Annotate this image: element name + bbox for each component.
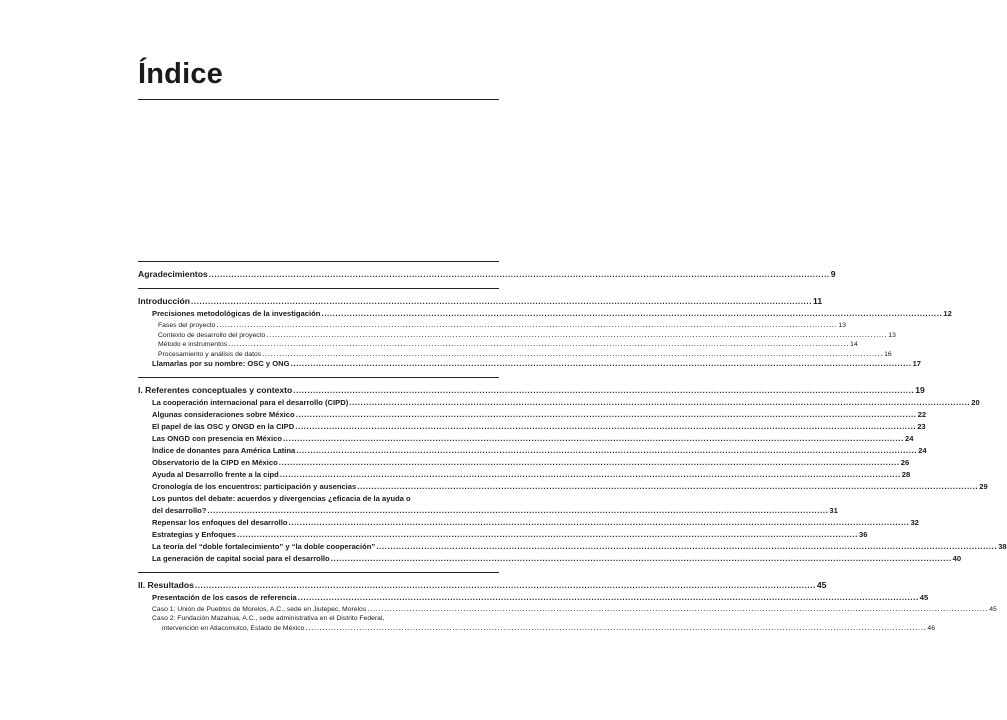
toc-leader-dots: ............................................................................................................................................................................................................................	[279, 470, 901, 479]
toc-leader-dots: ............................................................................................................................................................................................................................	[208, 270, 830, 279]
toc-entry-title: Observatorio de la CIPD en México	[152, 458, 278, 467]
toc-entry[interactable]	[138, 469, 911, 481]
toc-leader-dots: ............................................................................................................................................................................................................................	[194, 581, 816, 590]
toc-leader-dots: ............................................................................................................................................................................................................................	[349, 398, 971, 407]
toc-leader-dots: ............................................................................................................................................................................................................................	[266, 329, 888, 339]
toc-page-number: 26	[900, 458, 910, 467]
toc-leader-dots: ............................................................................................................................................................................................................................	[305, 623, 927, 632]
toc-leader-dots: ............................................................................................................................................................................................................................	[288, 518, 910, 527]
toc-entry-title: Índice de donantes para América Latina	[152, 446, 296, 455]
toc-entry-title: Los puntos del debate: acuerdos y divergencias ¿eficacia de la ayuda o	[152, 494, 411, 503]
toc-entry[interactable]	[138, 348, 892, 359]
toc-leader-dots: ............................................................................................................................................................................................................................	[330, 554, 952, 563]
toc-page-number: 14	[850, 341, 858, 348]
toc-leader-dots: ............................................................................................................................................................................................................................	[207, 506, 829, 515]
toc-page-number: 9	[830, 269, 836, 279]
toc-entry-title: Método e instrumentos	[158, 341, 228, 348]
section-gap	[138, 281, 499, 288]
toc-entry[interactable]	[138, 445, 927, 457]
toc-entry-title: Precisiones metodológicas de la investigación	[152, 309, 321, 318]
section-gap	[138, 370, 499, 377]
toc-entry-title: Llamarlas por su nombre: OSC y ONG	[152, 359, 290, 368]
toc-leader-dots: ............................................................................................................................................................................................................................	[293, 386, 915, 395]
toc-entry[interactable]	[138, 517, 919, 529]
toc-entry[interactable]	[138, 308, 952, 320]
toc-entry-title: II. Resultados	[138, 580, 194, 590]
toc-entry-title: Introducción	[138, 296, 191, 306]
toc-entry-title: Agradecimientos	[138, 269, 208, 279]
toc-entry[interactable]	[138, 320, 846, 330]
toc-page-number: 28	[901, 470, 911, 479]
page-title: Índice	[138, 58, 223, 90]
toc-entry[interactable]	[138, 433, 914, 445]
toc-page-number: 17	[912, 359, 922, 368]
toc-entry-title: Algunas consideraciones sobre México	[152, 410, 295, 419]
toc-page-number: 13	[888, 331, 896, 339]
toc-entry-title: intervención en Atlacomulco, Estado de México	[162, 625, 305, 632]
toc-leader-dots: ............................................................................................................................................................................................................................	[367, 604, 989, 613]
toc-leader-dots: ............................................................................................................................................................................................................................	[290, 359, 912, 368]
toc-entry[interactable]	[138, 383, 925, 397]
toc-entry-title: El papel de las OSC y ONGD en la CIPD	[152, 422, 295, 431]
toc-entry-title: Fases del proyecto	[158, 322, 216, 329]
toc-entry[interactable]	[138, 329, 896, 340]
toc-page-number: 24	[904, 434, 914, 443]
toc-page-number: 45	[816, 580, 827, 590]
toc-page-number: 29	[979, 482, 988, 491]
toc-entry-title: La cooperación internacional para el desarrollo (CIPD)	[152, 398, 349, 407]
toc-entry-title: La teoría del “doble fortalecimiento” y “la doble cooperación”	[152, 542, 376, 551]
toc-leader-dots: ............................................................................................................................................................................................................................	[376, 542, 998, 551]
toc-page-number: 16	[884, 350, 892, 358]
toc-leader-dots: ............................................................................................................................................................................................................................	[297, 593, 919, 602]
toc-leader-dots: ............................................................................................................................................................................................................................	[295, 410, 917, 419]
toc-entry[interactable]	[138, 481, 988, 493]
toc-leader-dots: ............................................................................................................................................................................................................................	[216, 320, 838, 329]
toc-entry[interactable]	[138, 267, 836, 281]
toc-entry-title: Las ONGD con presencia en México	[152, 434, 282, 443]
toc-page-number: 40	[952, 554, 962, 563]
toc-leader-dots: ............................................................................................................................................................................................................................	[278, 458, 900, 467]
toc-entry[interactable]	[138, 529, 868, 541]
toc-page-number: 45	[989, 606, 997, 613]
toc-entry-title: Procesamiento y análisis de datos	[158, 350, 262, 358]
toc-entry-title: Repensar los enfoques del desarrollo	[152, 518, 288, 527]
toc-entry-title: Presentación de los casos de referencia	[152, 593, 297, 602]
toc-entry[interactable]	[138, 604, 997, 614]
toc-leader-dots: ............................................................................................................................................................................................................................	[236, 530, 858, 539]
toc-entry[interactable]	[138, 358, 922, 370]
toc-page-number: 19	[915, 385, 925, 395]
toc-entry-title: Ayuda al Desarrollo frente a la cipd	[152, 470, 279, 479]
toc-page-number: 32	[910, 518, 919, 527]
toc-page-number: 20	[971, 398, 980, 407]
toc-page-number: 23	[917, 422, 926, 431]
toc-entry[interactable]	[138, 505, 838, 517]
toc-page-number: 12	[943, 309, 952, 318]
toc-page-number: 13	[838, 322, 846, 329]
toc-entry[interactable]	[138, 457, 910, 469]
toc-leader-dots: ............................................................................................................................................................................................................................	[262, 348, 884, 358]
toc-entry[interactable]	[138, 397, 980, 409]
toc-entry[interactable]	[138, 493, 499, 505]
toc-entry-title: del desarrollo?	[152, 506, 207, 515]
toc-leader-dots: ............................................................................................................................................................................................................................	[228, 339, 850, 348]
toc-page-number: 11	[813, 296, 823, 306]
toc-leader-dots: ............................................................................................................................................................................................................................	[296, 446, 918, 455]
toc-leader-dots: ............................................................................................................................................................................................................................	[357, 482, 979, 491]
toc-entry[interactable]	[138, 294, 823, 308]
title-rule	[138, 99, 499, 100]
toc-entry-title: Caso 1: Unión de Pueblos de Morelos, A.C., sede en Jiutepec, Morelos	[152, 606, 367, 613]
toc-entry[interactable]	[138, 421, 926, 433]
toc-entry[interactable]	[138, 578, 827, 592]
toc-page-number: 45	[919, 593, 929, 602]
toc-entry[interactable]	[138, 614, 499, 624]
toc-entry-title: I. Referentes conceptuales y contexto	[138, 385, 293, 395]
toc-page-number: 36	[858, 530, 868, 539]
toc-entry[interactable]	[138, 592, 929, 604]
toc-entry[interactable]	[138, 623, 935, 633]
toc-page-number: 46	[927, 625, 935, 632]
toc-entry[interactable]	[138, 339, 858, 349]
toc-leader-dots: ............................................................................................................................................................................................................................	[282, 434, 904, 443]
toc-entry-title: Caso 2: Fundación Mazahua, A.C., sede administrativa en el Distrito Federal,	[152, 614, 385, 622]
table-of-contents	[138, 261, 1007, 633]
toc-page-number: 31	[829, 506, 838, 515]
toc-entry-title: Estrategias y Enfoques	[152, 530, 236, 539]
toc-entry-title: La generación de capital social para el desarrollo	[152, 554, 330, 563]
toc-page-number: 38	[998, 542, 1007, 551]
toc-entry[interactable]	[138, 409, 927, 421]
section-gap	[138, 565, 499, 572]
toc-entry[interactable]	[138, 541, 1007, 553]
toc-entry[interactable]	[138, 553, 962, 565]
toc-entry-title: Cronología de los encuentros: participación y ausencias	[152, 482, 357, 491]
toc-leader-dots: ............................................................................................................................................................................................................................	[191, 297, 813, 306]
toc-leader-dots: ............................................................................................................................................................................................................................	[321, 309, 943, 318]
toc-entry-title: Contexto de desarrollo del proyecto	[158, 331, 266, 339]
toc-page-number: 24	[918, 446, 927, 455]
toc-leader-dots: ............................................................................................................................................................................................................................	[295, 422, 917, 431]
toc-page-number: 22	[917, 410, 927, 419]
